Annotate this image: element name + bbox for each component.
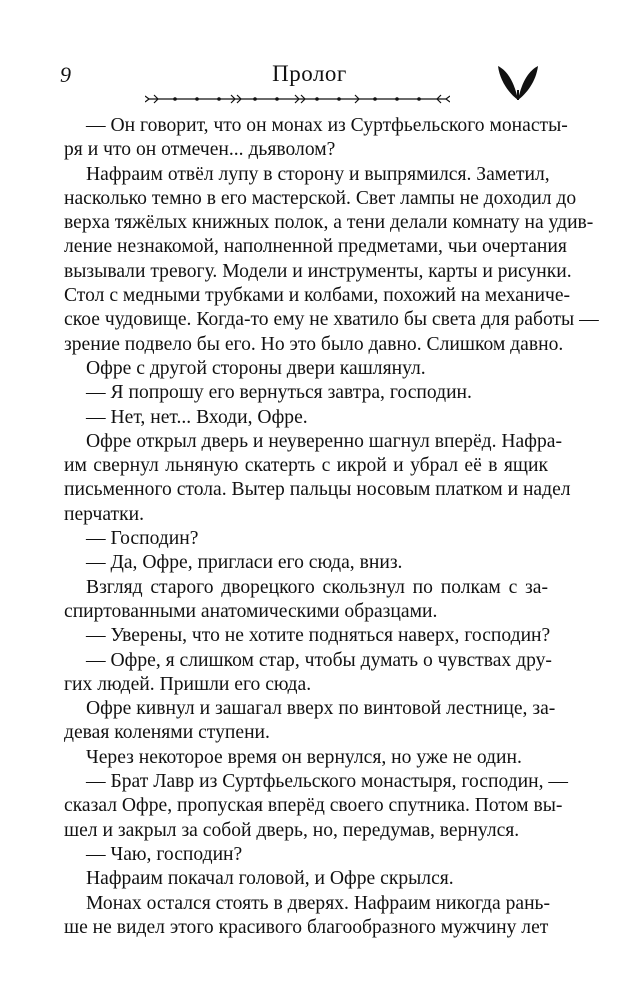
text-line: ше не видел этого красивого благообразного мужчину лет [64,916,549,938]
text-line: Офре открыл дверь и неуверенно шагнул вперёд. Нафра- [86,430,562,452]
text-line: перчатки. [64,503,145,525]
text-line: Через некоторое время он вернулся, но уже не один. [86,746,522,768]
text-line: Нафраим покачал головой, и Офре скрылся. [86,868,454,890]
text-line: ление незнакомой, наполненной предметами, чьи очертания [64,236,567,258]
page-number: 9 [60,62,71,87]
text-line: вызывали тревогу. Модели и инструменты, карты и рисунки. [64,260,572,282]
text-line: — Нет, нет... Входи, Офре. [86,406,308,428]
feather-emblem-icon [496,60,540,102]
text-line: Стол с медными трубками и колбами, похожий на механиче- [64,285,571,307]
text-line: — Чаю, господин? [86,843,243,865]
text-line: — Брат Лавр из Суртфьельского монастыря, господин, — [86,771,569,793]
text-line: — Я попрошу его вернуться завтра, господин. [86,382,472,404]
text-line: Взгляд старого дворецкого скользнул по полкам с за- [86,576,548,598]
text-line: гих людей. Пришли его сюда. [64,673,312,695]
text-line: девая коленями ступени. [64,722,270,744]
text-line: — Офре, я слишком стар, чтобы думать о чувствах дру- [86,649,552,671]
body-text [64,114,599,940]
text-line: ря и что он отмечен... дьяволом? [64,139,336,161]
text-line: — Господин? [86,528,199,550]
text-line: насколько темно в его мастерской. Свет лампы не доходил до [64,187,577,209]
text-line: спиртованными анатомическими образцами. [64,600,438,622]
text-line: им свернул льняную скатерть с икрой и убрал её в ящик [64,455,548,477]
text-line: письменного стола. Вытер пальцы носовым платком и надел [64,479,571,501]
header-ornament [145,92,450,106]
text-line: сказал Офре, пропуская вперёд своего спутника. Потом вы- [64,795,563,817]
text-line: — Он говорит, что он монах из Суртфьельского монасты- [86,115,568,136]
text-line: — Да, Офре, пригласи его сюда, вниз. [86,552,403,574]
text-line: ское чудовище. Когда-то ему не хватило бы света для работы — [64,309,599,331]
text-line: верха тяжёлых книжных полок, а тени делали комнату на удив- [64,212,594,234]
chapter-title: Пролог [272,61,347,86]
text-line: — Уверены, что не хотите подняться наверх, господин? [86,625,551,647]
text-line: Нафраим отвёл лупу в сторону и выпрямился. Заметил, [86,163,550,185]
text-line: Офре с другой стороны двери кашлянул. [86,357,426,379]
text-line: зрение подвело бы его. Но это было давно. Слишком давно. [64,333,564,355]
text-line: Монах остался стоять в дверях. Нафраим никогда рань- [86,892,551,914]
text-line: Офре кивнул и зашагал вверх по винтовой лестнице, за- [86,698,556,720]
text-line: шел и закрыл за собой дверь, но, передумав, вернулся. [64,819,520,841]
